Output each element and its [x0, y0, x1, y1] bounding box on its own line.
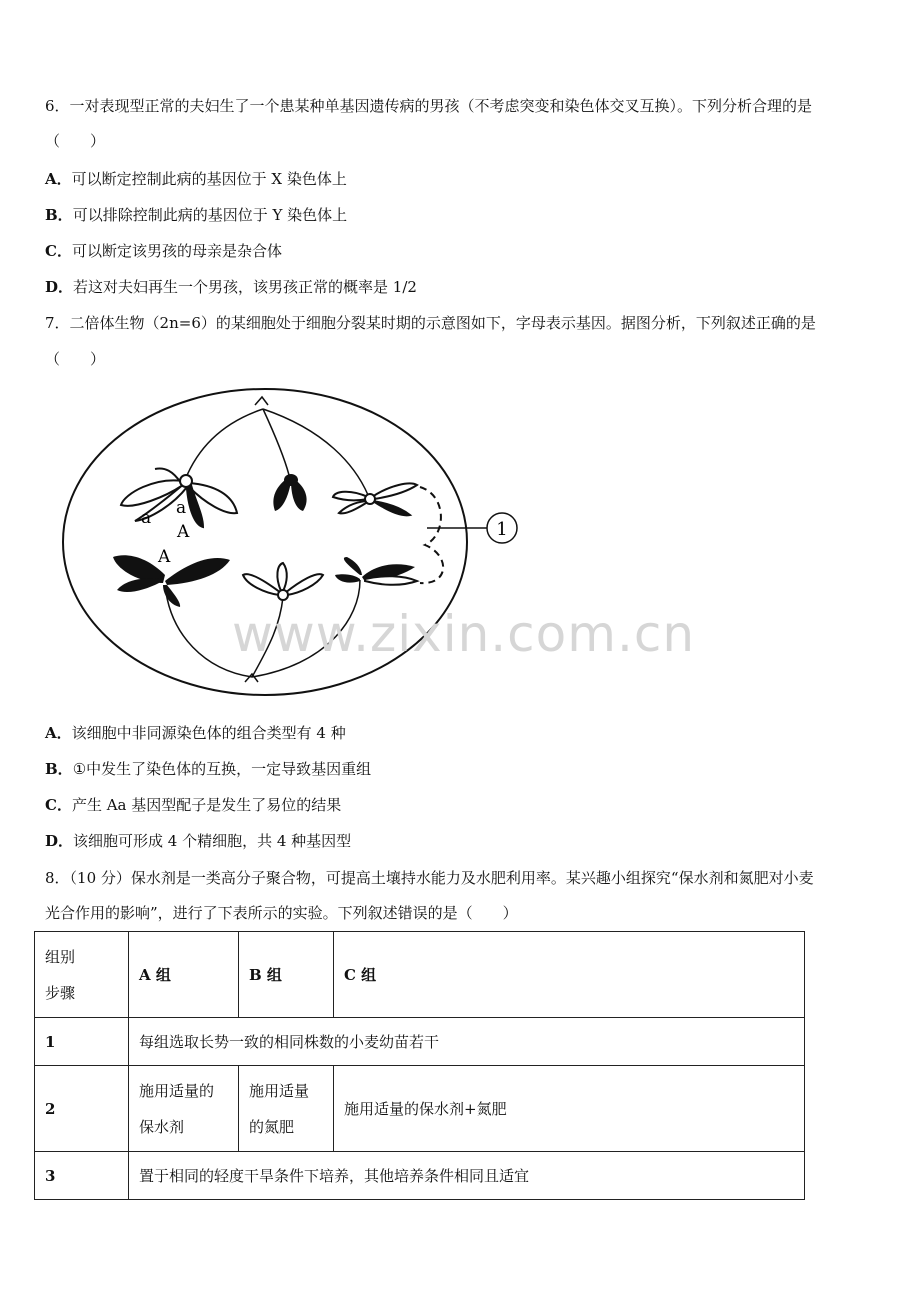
table-row [35, 1152, 805, 1200]
centromere [180, 475, 192, 487]
chromosome-pair-top-right [333, 484, 417, 516]
q7-option-a [45, 723, 346, 743]
q7-option-d [45, 831, 351, 851]
treatment-line: 的氮肥 [249, 1117, 295, 1136]
q6-stem-line2: （ ） [45, 132, 106, 150]
q8-stem-line1: 8．（10 分）保水剂是一类高分子聚合物，可提高土壤持水能力及水肥利用率。某兴趣小组探究“保水剂和氮肥对小麦 [45, 869, 814, 887]
option-key: A． [45, 170, 72, 188]
q6-option-d [45, 277, 417, 297]
step-number: 2 [35, 1066, 129, 1152]
q6-option-c [45, 241, 282, 261]
option-text: 该细胞中非同源染色体的组合类型有 4 种 [71, 724, 346, 742]
option-key: C． [45, 242, 72, 260]
treatment-line: 施用适量的 [139, 1081, 215, 1100]
header-group-c: C 组 [334, 932, 805, 1018]
option-key: D． [45, 278, 74, 296]
spindle-fiber [263, 409, 368, 495]
header-step-label: 步骤 [45, 983, 76, 1002]
option-text: 可以断定控制此病的基因位于 X 染色体上 [71, 170, 347, 188]
option-key: B． [45, 206, 73, 224]
centromere [278, 590, 288, 600]
group-c-treatment: 施用适量的保水剂+氮肥 [334, 1066, 805, 1152]
option-key: C． [45, 796, 72, 814]
q8-stem-line2: 光合作用的影响”，进行了下表所示的实验。下列叙述错误的是（ ） [45, 904, 518, 922]
step-text: 每组选取长势一致的相同株数的小麦幼苗若干 [129, 1018, 805, 1066]
gene-label-a-left: a [141, 508, 152, 528]
chromosome-top-middle [273, 474, 306, 511]
table-row [35, 1066, 805, 1152]
spindle-fiber [263, 409, 289, 475]
option-key: B． [45, 760, 73, 778]
gene-label-A-bottom: A [158, 547, 171, 567]
experiment-table [34, 931, 805, 1200]
header-group-a: A 组 [129, 932, 239, 1018]
crossover-region-outline [420, 487, 443, 583]
gene-label-a-right: a [176, 498, 187, 518]
table-header-row [35, 932, 805, 1018]
option-text: ①中发生了染色体的互换，一定导致基因重组 [72, 760, 372, 778]
step-number: 1 [35, 1018, 129, 1066]
option-text: 可以断定该男孩的母亲是杂合体 [71, 242, 282, 260]
step-number: 3 [35, 1152, 129, 1200]
chromosome-pair-bottom-middle [243, 563, 323, 600]
q7-option-c [45, 795, 341, 815]
treatment-line: 保水剂 [139, 1117, 185, 1136]
watermark: www.zixin.com.cn [232, 605, 696, 663]
treatment-line: 施用适量 [249, 1081, 310, 1100]
gene-label-A-top: A [177, 522, 190, 542]
group-a-treatment [129, 1066, 239, 1152]
group-b-treatment [239, 1066, 334, 1152]
header-group-label: 组别 [45, 947, 76, 966]
chromosome-pair-bottom-left [113, 555, 230, 607]
option-key: A． [45, 724, 72, 742]
q6-option-a [45, 169, 347, 189]
marker-label: 1 [496, 519, 508, 540]
header-corner-cell [35, 932, 129, 1018]
q6-option-b [45, 205, 347, 225]
option-text: 可以排除控制此病的基因位于 Y 染色体上 [72, 206, 348, 224]
centromere [365, 494, 375, 504]
q7-stem-line2: （ ） [45, 350, 106, 368]
spindle-pole-bottom [245, 674, 258, 682]
q7-stem-line1: 7．二倍体生物（2n=6）的某细胞处于细胞分裂某时期的示意图如下，字母表示基因。据图分析，下列叙述正确的是 [45, 314, 816, 332]
spindle-pole-top [255, 397, 268, 405]
step-text: 置于相同的轻度干旱条件下培养，其他培养条件相同且适宜 [129, 1152, 805, 1200]
option-text: 产生 Aa 基因型配子是发生了易位的结果 [71, 796, 342, 814]
option-key: D． [45, 832, 74, 850]
option-text: 该细胞可形成 4 个精细胞，共 4 种基因型 [73, 832, 352, 850]
q6-stem-line1: 6．一对表现型正常的夫妇生了一个患某种单基因遗传病的男孩（不考虑突变和染色体交叉互换）。下列分析合理的是 [45, 97, 813, 115]
q7-option-b [45, 759, 371, 779]
chromosome-pair-bottom-right [335, 557, 417, 585]
header-group-b: B 组 [239, 932, 334, 1018]
option-text: 若这对夫妇再生一个男孩，该男孩正常的概率是 1/2 [73, 278, 417, 296]
table-row [35, 1018, 805, 1066]
spindle-fiber [185, 409, 263, 480]
